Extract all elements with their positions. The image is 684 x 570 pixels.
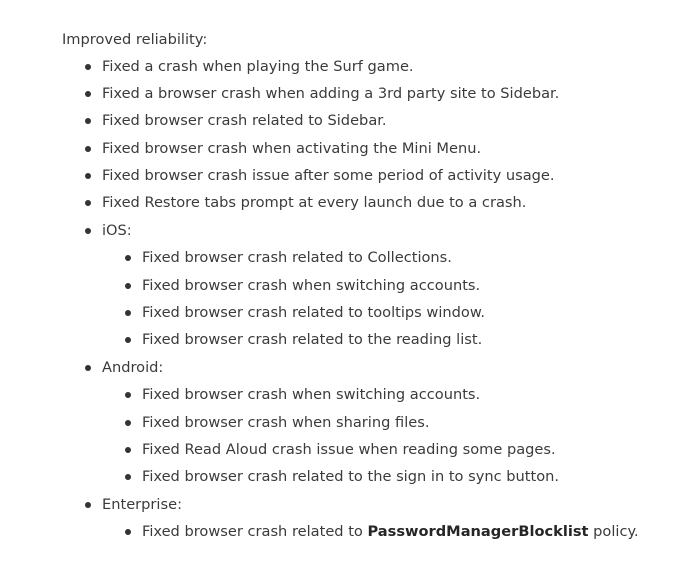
bullet-icon [125,283,131,289]
section-heading: Improved reliability: [62,31,208,48]
list-item: Fixed browser crash when switching accounts. [102,276,662,303]
list-item: Fixed browser crash related to the reading list. [102,330,662,357]
bullet-icon [125,255,131,261]
bullet-icon [85,502,91,508]
bullet-icon [125,529,131,535]
list-item: Fixed browser crash related to Sidebar. [62,111,662,138]
bullet-icon [125,337,131,343]
group-android [62,358,662,495]
bullet-icon [125,420,131,426]
policy-name: PasswordManagerBlocklist [367,523,589,541]
list-item: Fixed browser crash related to the sign in to sync button. [102,467,662,494]
list-item: Fixed browser crash related to Collections. [102,248,662,275]
bullet-icon [125,447,131,453]
list-item: Fixed browser crash related to tooltips window. [102,303,662,330]
bullet-icon [85,200,91,206]
bullet-icon [85,91,91,97]
list-item: Fixed Read Aloud crash issue when reading some pages. [102,440,662,467]
list-item: Fixed a crash when playing the Surf game. [62,57,662,84]
bullet-icon [85,173,91,179]
list-item: Fixed browser crash when switching accounts. [102,385,662,412]
bullet-icon [125,392,131,398]
bullet-icon [85,118,91,124]
enterprise-fix-list [102,522,662,549]
list-item: Fixed Restore tabs prompt at every launch due to a crash. [62,193,662,220]
bullet-icon [85,146,91,152]
android-fix-list [102,385,662,495]
group-enterprise [62,495,662,550]
list-item: Fixed browser crash related to PasswordManagerBlocklist policy. [102,522,662,549]
list-item: Fixed browser crash when activating the Mini Menu. [62,139,662,166]
group-ios [62,221,662,358]
bullet-icon [85,64,91,70]
ios-fix-list [102,248,662,358]
bullet-icon [85,228,91,234]
group-title: iOS: [102,221,132,239]
release-notes [62,30,662,550]
group-title: Enterprise: [102,495,182,513]
bullet-icon [125,474,131,480]
bullet-icon [85,365,91,371]
fix-list [62,57,662,550]
list-item: Fixed browser crash issue after some period of activity usage. [62,166,662,193]
bullet-icon [125,310,131,316]
group-title: Android: [102,358,164,376]
list-item: Fixed a browser crash when adding a 3rd party site to Sidebar. [62,84,662,111]
list-item: Fixed browser crash when sharing files. [102,413,662,440]
